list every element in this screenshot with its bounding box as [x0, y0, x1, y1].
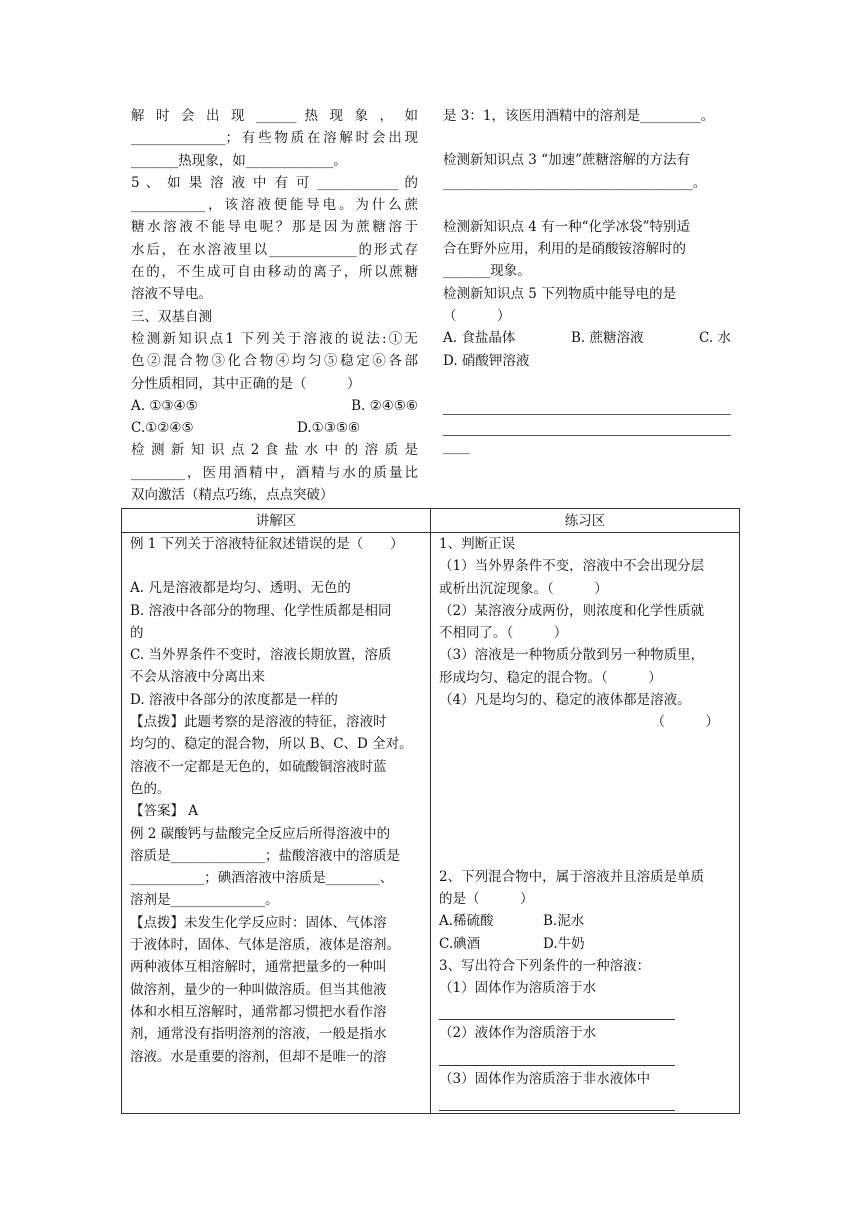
question-title: 2、下列混合物中，属于溶液并且溶质是单质 [439, 868, 705, 885]
text-line: 检测新知识点 4 有一种“化学冰袋”特别适 [443, 218, 690, 235]
options-row [439, 910, 731, 932]
text-line: 双向激活（精点巧练，点点突破） [131, 487, 334, 504]
text-line: _______热现象，如_____________。 [131, 152, 347, 169]
text-line: 解 时 会 出 现 ______ 热 现 象 ， 如 [131, 108, 418, 124]
options-row [443, 327, 731, 349]
lesson-table [121, 508, 740, 1114]
text-line: ______________；有些物质在溶解时会出现 [131, 130, 418, 147]
text-line: 色的。 [130, 780, 171, 797]
text-line: 剂，通常没有指明溶剂的溶液，一般是指水 [130, 1026, 387, 1043]
text-line: 糖水溶液不能导电呢？那是因为蔗糖溶于 [131, 219, 418, 236]
text-line: C. 当外界条件不变时，溶液长期放置，溶质 [130, 647, 392, 664]
answer-line [439, 999, 675, 1020]
question-title: 3、写出符合下列条件的一种溶液： [439, 957, 651, 974]
text-line: 是 3：1，该医用酒精中的溶剂是_________。 [443, 108, 715, 124]
option-a: A. ①③④⑤ [131, 397, 198, 414]
text-line: ___________，该溶液便能导电。为什么蔗 [131, 197, 418, 214]
text-line: A. 凡是溶液都是均匀、透明、无色的 [130, 580, 351, 597]
text-line: 不相同了。（ ） [439, 625, 568, 642]
text-line [130, 555, 422, 577]
question-title: 1、判断正误 [439, 536, 516, 552]
text-line: 水后，在水溶液里以_____________的形式存 [131, 241, 418, 258]
option-a: A. 食盐晶体 [443, 330, 516, 347]
text-line: ____ [443, 438, 470, 455]
text-line: 溶液。水是重要的溶剂，但却不是唯一的溶 [130, 1048, 387, 1065]
text-line: （2）某溶液分成两份，则浓度和化学性质就 [439, 602, 705, 619]
answer-line [439, 1090, 675, 1111]
text-line: 的 [130, 624, 144, 641]
text-line: 检 测 新 知 识 点 2 食 盐 水 中 的 溶 质 是 [131, 442, 418, 459]
header-explain: 讲解区 [122, 509, 431, 533]
explain-lines [130, 533, 422, 1068]
text-line: ___________；碘酒溶液中溶质是________、 [130, 870, 394, 887]
text-line: 溶质是______________；盐酸溶液中的溶质是 [130, 847, 400, 864]
text-line: 溶液不导电。 [131, 286, 212, 303]
text-line: （1）固体作为溶质溶于水 [439, 980, 597, 997]
text-line: 【点拨】此题考察的是溶液的特征，溶液时 [130, 714, 387, 731]
text-line: _______现象。 [443, 263, 531, 280]
text-line: 溶剂是______________。 [130, 892, 279, 909]
text-line: 做溶剂，量少的一种叫做溶质。但当其他液 [130, 981, 387, 998]
text-line: ________，医用酒精中，酒精与水的质量比 [131, 464, 418, 481]
option-c: C.①②④⑤ [131, 420, 194, 437]
option-b: B. ②④⑤⑥ [351, 397, 418, 414]
text-line: 例 1 下列关于溶液特征叙述错误的是（ ） [130, 536, 404, 552]
explain-cell [122, 533, 431, 1114]
text-line: 【答案】 A [130, 803, 199, 820]
options-row [131, 417, 418, 439]
text-line: 或析出沉淀现象。（ ） [439, 580, 608, 597]
options-row [439, 933, 731, 955]
text-line: B. 溶液中各部分的物理、化学性质都是相同 [130, 602, 392, 619]
text-line: _____________________________________。 [443, 174, 707, 191]
text-line: 例 2 碳酸钙与盐酸完全反应后所得溶液中的 [130, 825, 391, 842]
text-line: 于液体时，固体、气体是溶质，液体是溶剂。 [130, 937, 400, 954]
text-line: 检测新知识点1 下列关于溶液的说法:①无 [131, 330, 418, 347]
right-column [443, 105, 731, 458]
text-line: 检测新知识点 3 “加速”蔗糖溶解的方法有 [443, 152, 690, 169]
text-line: 溶液不一定都是无色的，如硫酸铜溶液时蓝 [130, 758, 387, 775]
answer-line [443, 415, 731, 436]
text-line: （4）凡是均匀的、稳定的液体都是溶液。 [439, 692, 691, 709]
option-b: B.泥水 [543, 913, 585, 930]
text-line: 在的，不生成可自由移动的离子，所以蔗糖 [131, 264, 418, 281]
text-line: 两种液体互相溶解时，通常把量多的一种叫 [130, 959, 387, 976]
text-line: 均匀的、稳定的混合物，所以 B、C、D 全对。 [130, 736, 413, 753]
header-practice: 练习区 [431, 509, 740, 533]
text-line: （3）溶液是一种物质分散到另一种物质里， [439, 647, 705, 664]
text-line: 不会从溶液中分离出来 [130, 669, 265, 686]
option-c: C. 水 [699, 330, 731, 347]
option-d: D. 硝酸钾溶液 [443, 352, 530, 369]
left-column [131, 105, 418, 506]
option-d: D.牛奶 [543, 935, 585, 952]
text-line: 5 、 如 果 溶 液 中 有 可 ____________ 的 [131, 174, 418, 191]
option-b: B. 蔗糖溶液 [570, 330, 644, 347]
text-line: （1）当外界条件不变，溶液中不会出现分层 [439, 558, 705, 575]
option-d: D.①③⑤⑥ [297, 420, 361, 437]
text-line: 的是（ ） [439, 890, 534, 907]
answer-bracket: （ ） [651, 714, 719, 731]
text-line: D. 溶液中各部分的浓度都是一样的 [130, 691, 338, 708]
answer-line [439, 1045, 675, 1066]
text-line: 色②混合物③化合物④均匀⑤稳定⑥各部 [131, 353, 418, 370]
option-c: C.碘酒 [439, 935, 481, 952]
text-line: 体和水相互溶解时，通常都习惯把水看作溶 [130, 1003, 387, 1020]
text-line: （2）液体作为溶质溶于水 [439, 1025, 597, 1042]
options-row [131, 395, 418, 417]
answer-line [443, 394, 731, 415]
text-line: （ ） [443, 308, 511, 325]
text-line: 合在野外应用，利用的是硝酸铵溶解时的 [443, 241, 686, 258]
text-line: （3）固体作为溶质溶于非水液体中 [439, 1070, 651, 1087]
text-line: 分性质相同，其中正确的是（ ） [131, 375, 361, 392]
text-line: 检测新知识点 5 下列物质中能导电的是 [443, 285, 677, 302]
section-heading: 三、双基自测 [131, 308, 212, 325]
practice-cell [431, 533, 740, 1114]
option-a: A.稀硫酸 [439, 913, 494, 930]
text-line: 【点拨】未发生化学反应时：固体、气体溶 [130, 914, 387, 931]
text-line: 形成均匀、稳定的混合物。（ ） [439, 669, 662, 686]
